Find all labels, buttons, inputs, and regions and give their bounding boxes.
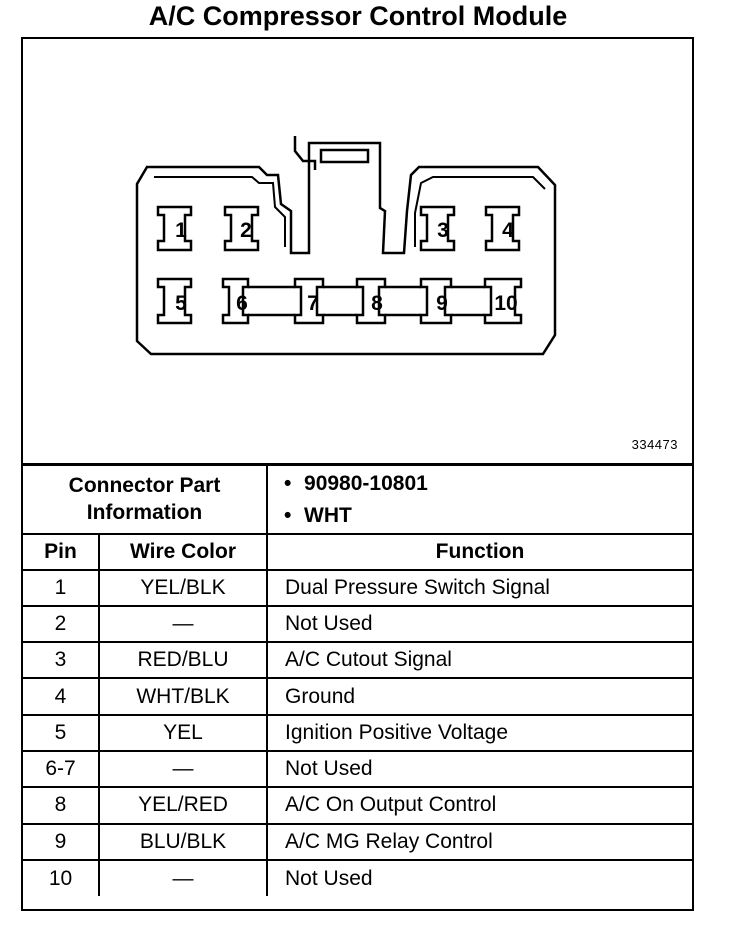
row-function: Not Used <box>267 860 692 896</box>
page-title: A/C Compressor Control Module <box>148 1 568 31</box>
connector-face-drawing <box>23 39 692 463</box>
table-row <box>23 751 692 787</box>
row-function: Ignition Positive Voltage <box>267 715 692 751</box>
pin-label-7: 7 <box>307 292 319 315</box>
connector-info-values <box>267 465 692 534</box>
diagram-frame <box>21 37 694 911</box>
pin-label-6: 6 <box>236 292 248 315</box>
table-row <box>23 715 692 751</box>
pin-label-9: 9 <box>436 292 448 315</box>
row-wire-color: WHT/BLK <box>99 678 267 714</box>
row-function: Not Used <box>267 751 692 787</box>
table-row <box>23 860 692 896</box>
row-wire-color: — <box>99 751 267 787</box>
row-wire-color: RED/BLU <box>99 642 267 678</box>
row-pin: 3 <box>23 642 99 678</box>
pin-label-4: 4 <box>502 219 514 242</box>
row-wire-color: — <box>99 860 267 896</box>
row-pin: 9 <box>23 824 99 860</box>
table-row <box>23 824 692 860</box>
row-function: Ground <box>267 678 692 714</box>
row-pin: 5 <box>23 715 99 751</box>
table-row <box>23 787 692 823</box>
connector-info-list <box>268 466 692 532</box>
connector-part-number: • 90980-10801 <box>304 468 692 500</box>
connector-info-row <box>23 465 692 534</box>
row-pin: 4 <box>23 678 99 714</box>
row-pin: 2 <box>23 606 99 642</box>
row-function: Dual Pressure Switch Signal <box>267 570 692 606</box>
row-pin: 1 <box>23 570 99 606</box>
row-pin: 6-7 <box>23 751 99 787</box>
table-row <box>23 606 692 642</box>
pin-label-8: 8 <box>371 292 383 315</box>
row-pin: 10 <box>23 860 99 896</box>
table-row <box>23 570 692 606</box>
row-function: A/C On Output Control <box>267 787 692 823</box>
connector-figure <box>23 39 692 463</box>
row-pin: 8 <box>23 787 99 823</box>
pin-label-3: 3 <box>437 219 449 242</box>
pin-label-5: 5 <box>175 292 187 315</box>
figure-id: 334473 <box>631 437 678 452</box>
table-row <box>23 642 692 678</box>
row-wire-color: YEL/RED <box>99 787 267 823</box>
row-wire-color: BLU/BLK <box>99 824 267 860</box>
table-header-row <box>23 534 692 570</box>
bottom-channel <box>248 287 485 315</box>
row-function: Not Used <box>267 606 692 642</box>
header-pin: Pin <box>23 534 99 570</box>
row-function: A/C Cutout Signal <box>267 642 692 678</box>
row-wire-color: YEL <box>99 715 267 751</box>
header-function: Function <box>267 534 692 570</box>
pin-label-1: 1 <box>175 219 187 242</box>
locking-tab <box>295 136 368 170</box>
connector-info-label: Connector Part Information <box>23 465 267 534</box>
row-wire-color: YEL/BLK <box>99 570 267 606</box>
row-function: A/C MG Relay Control <box>267 824 692 860</box>
connector-color: • WHT <box>304 500 692 532</box>
header-wire-color: Wire Color <box>99 534 267 570</box>
pin-label-10: 10 <box>494 292 518 315</box>
pin-label-2: 2 <box>240 219 252 242</box>
row-wire-color: — <box>99 606 267 642</box>
pinout-table <box>23 463 692 896</box>
table-row <box>23 678 692 714</box>
